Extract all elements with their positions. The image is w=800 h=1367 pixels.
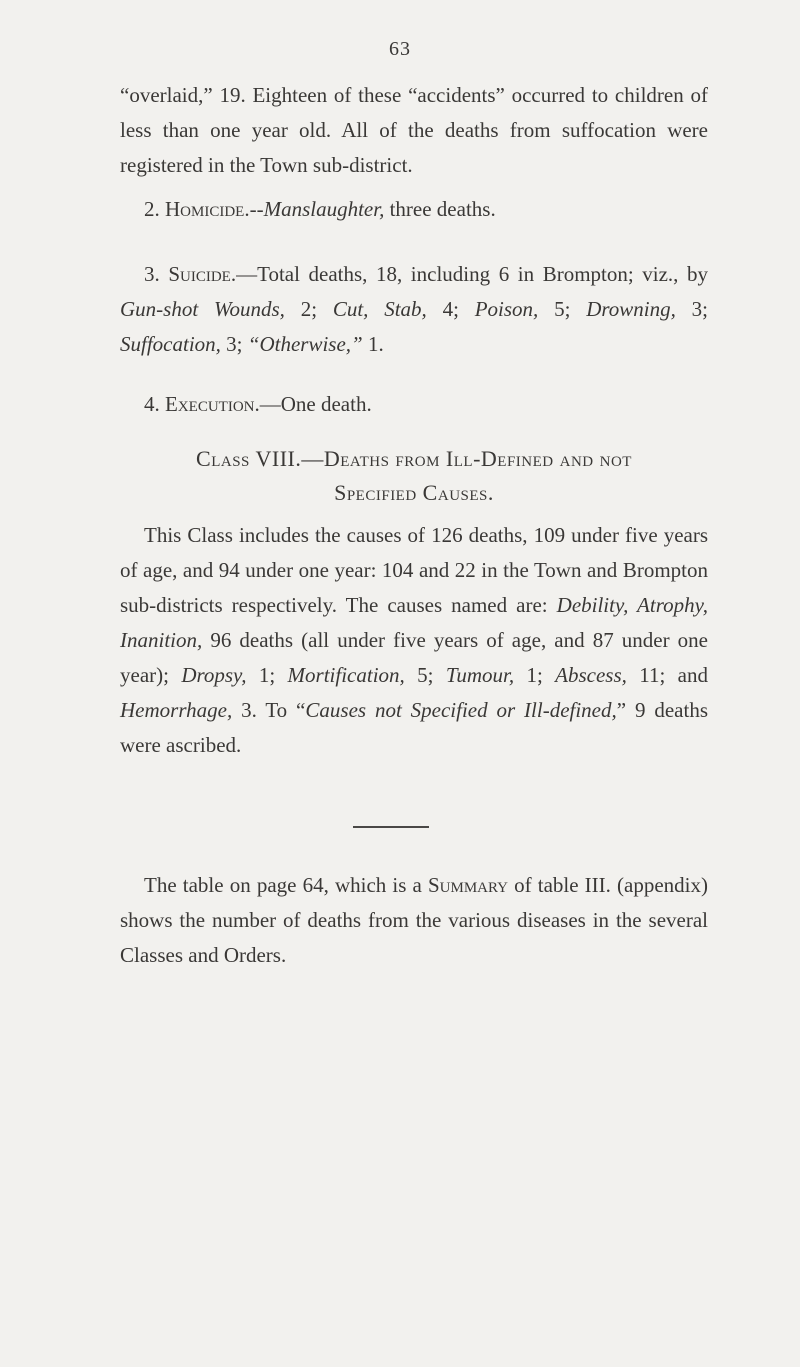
class-text-1: This Class includes the causes of 126 deaths, 109 under five years of age, and 94 under one year: 104 and 22 in the Town and Brompton sub-districts respectively. The causes named are: bbox=[120, 523, 708, 617]
suicide-cause-drowning: Drowning, bbox=[586, 297, 676, 321]
class-text-7: 3. To “ bbox=[232, 698, 306, 722]
summary-word: Summary bbox=[427, 873, 509, 897]
homicide-dash: -- bbox=[249, 197, 264, 221]
class-heading-line2: Specified Causes. bbox=[334, 480, 494, 505]
suicide-number: 3. bbox=[144, 262, 160, 286]
suicide-cause-otherwise: “Otherwise,” bbox=[247, 332, 363, 356]
homicide-rest: three deaths. bbox=[384, 197, 496, 221]
cause-mortification: Mortification, bbox=[287, 663, 405, 687]
cause-abscess: Abscess, bbox=[555, 663, 627, 687]
suicide-count-poison: 5; bbox=[538, 297, 587, 321]
cause-dropsy: Dropsy, bbox=[181, 663, 247, 687]
homicide-paragraph bbox=[120, 192, 708, 227]
execution-number: 4. bbox=[144, 392, 160, 416]
cause-debility: Debility, Atrophy, Inanition, bbox=[120, 593, 709, 652]
cause-hemorrhage: Hemorrhage, bbox=[120, 698, 233, 722]
summary-text-1: The table on page 64, which is a bbox=[144, 873, 428, 897]
continuation-paragraph: “overlaid,” 19. Eighteen of these “accidents” occurred to children of less than one year old. All of the deaths from suffocation were registered in the Town sub-district. bbox=[120, 83, 708, 177]
cause-not-specified: Causes not Specified or Ill-defined, bbox=[305, 698, 617, 722]
summary-text-2: of table III. (appendix) shows the number of deaths from the various diseases in the several Classes and Orders. bbox=[120, 873, 709, 967]
class-text-5: 1; bbox=[514, 663, 556, 687]
page-number: 63 bbox=[389, 38, 411, 60]
suicide-count-suffocation: 3; bbox=[220, 332, 248, 356]
execution-paragraph bbox=[120, 387, 708, 422]
class-text-3: 1; bbox=[246, 663, 288, 687]
section-divider bbox=[353, 826, 429, 828]
suicide-paragraph bbox=[120, 257, 708, 362]
suicide-cause-poison: Poison, bbox=[474, 297, 539, 321]
suicide-count-cut: 4; bbox=[426, 297, 475, 321]
homicide-number: 2. bbox=[144, 197, 160, 221]
suicide-cause-suffocation: Suffocation, bbox=[120, 332, 221, 356]
suicide-heading: Suicide. bbox=[168, 262, 237, 286]
homicide-cause: Manslaughter, bbox=[263, 197, 385, 221]
execution-rest: —One death. bbox=[259, 392, 372, 416]
class-text-2: 96 deaths (all under five years of age, and 87 under one year); bbox=[120, 628, 708, 687]
class-heading-line1: Class VIII.—Deaths from Ill-Defined and not bbox=[196, 446, 632, 471]
class-paragraph bbox=[120, 518, 708, 763]
execution-heading: Execution. bbox=[165, 392, 260, 416]
class-text-4: 5; bbox=[404, 663, 446, 687]
suicide-count-otherwise: 1. bbox=[362, 332, 384, 356]
cause-tumour: Tumour, bbox=[445, 663, 515, 687]
summary-paragraph bbox=[120, 868, 708, 973]
suicide-intro: —Total deaths, 18, including 6 in Brompton; viz., by bbox=[236, 262, 708, 286]
suicide-cause-gunshot: Gun-shot Wounds, bbox=[120, 297, 285, 321]
class-text-8: ” 9 deaths were ascribed. bbox=[120, 698, 708, 757]
homicide-heading: Homicide. bbox=[165, 197, 250, 221]
suicide-count-gunshot: 2; bbox=[284, 297, 333, 321]
suicide-count-drowning: 3; bbox=[675, 297, 708, 321]
class-text-6: 11; and bbox=[626, 663, 708, 687]
class-heading bbox=[120, 442, 708, 510]
suicide-cause-cut: Cut, Stab, bbox=[332, 297, 427, 321]
